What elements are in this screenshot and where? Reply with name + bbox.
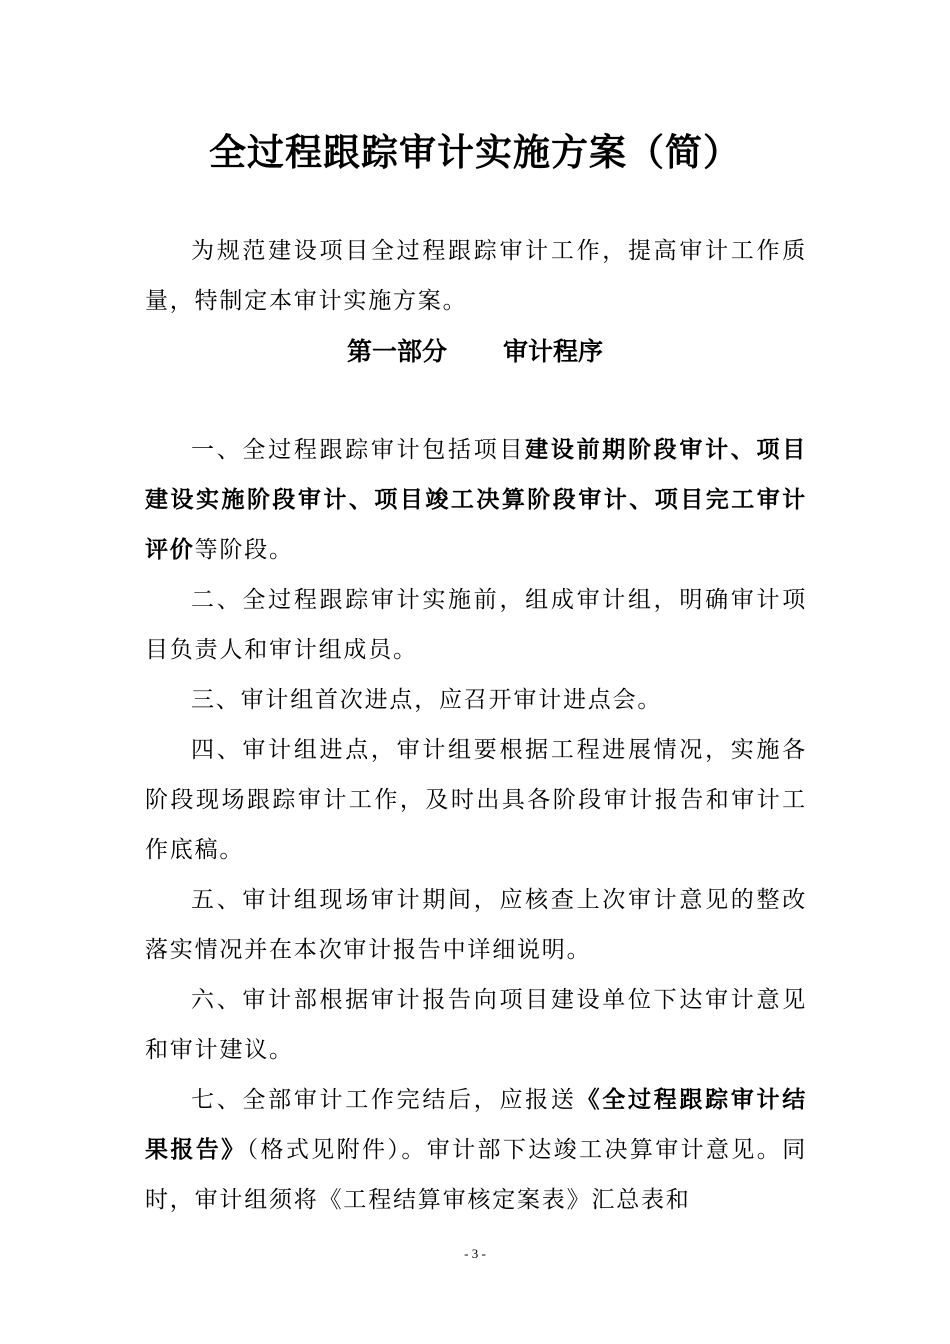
list-item-1 [145, 425, 807, 575]
list-item-3: 三、审计组首次进点，应召开审计进点会。 [191, 687, 663, 713]
intro-paragraph: 为规范建设项目全过程跟踪审计工作，提高审计工作质量，特制定本审计实施方案。 [145, 238, 807, 314]
section-name-label: 审计程序 [503, 337, 604, 366]
list-item-2: 二、全过程跟踪审计实施前，组成审计组，明确审计项目负责人和审计组成员。 [145, 587, 807, 663]
document-title: 全过程跟踪审计实施方案（简） [209, 131, 741, 174]
list-item-5: 五、审计组现场审计期间，应核查上次审计意见的整改落实情况并在本次审计报告中详细说明。 [145, 887, 807, 963]
item-7-tail-text: （格式见附件）。审计部下达竣工决算审计意见。同时，审计组须将《工程结算审核定案表》汇总表和 [145, 1137, 808, 1213]
item-7-bold-report-name: 《全过程跟踪审计结果报告》 [145, 1087, 808, 1163]
item-7-lead-text: 七、全部审计工作完结后，应报送 [191, 1087, 577, 1113]
item-1-tail-text: 等阶段。 [194, 537, 294, 563]
section-heading [0, 330, 950, 374]
list-item-7 [145, 1075, 807, 1225]
item-1-bold-stages: 建设前期阶段审计、项目建设实施阶段审计、项目竣工决算阶段审计、项目完工审计评价 [145, 437, 807, 563]
item-1-lead-text: 一、全过程跟踪审计包括项目 [191, 437, 526, 463]
list-item-4: 四、审计组进点，审计组要根据工程进展情况，实施各阶段现场跟踪审计工作，及时出具各阶段审计报告和审计工作底稿。 [145, 737, 807, 863]
page-number: - 3 - [464, 1246, 486, 1261]
list-item-6: 六、审计部根据审计报告向项目建设单位下达审计意见和审计建议。 [145, 987, 807, 1063]
section-part-label: 第一部分 [346, 337, 447, 366]
